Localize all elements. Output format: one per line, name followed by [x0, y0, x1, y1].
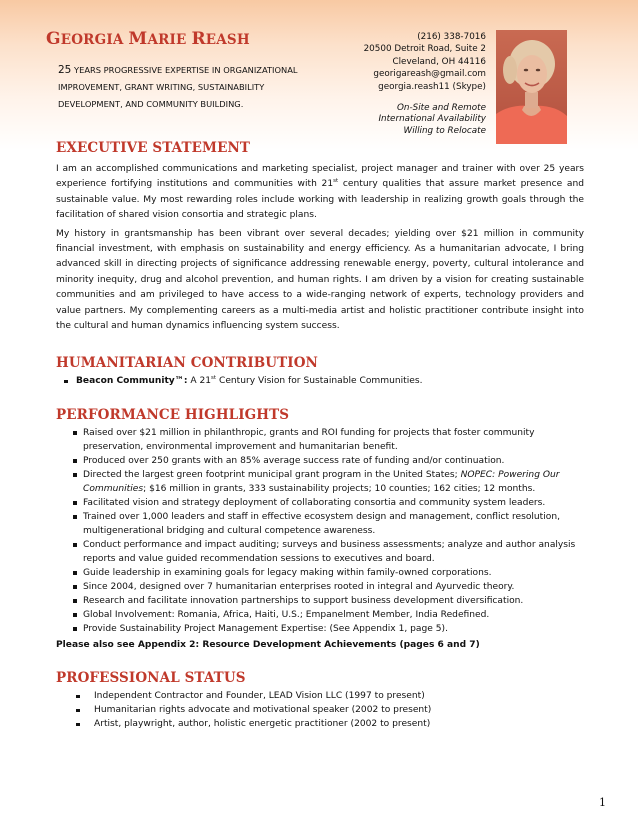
list-item: Since 2004, designed over 7 humanitarian enterprises rooted in integral and Ayurvedic theory.	[56, 580, 584, 594]
tagline-years: 25	[58, 64, 72, 76]
name-initial: G	[46, 29, 61, 49]
contact-block	[364, 31, 486, 93]
executive-text: I am an accomplished communications and marketing specialist, project manager and trainer with over 25 years experience fortifying institutions and communities with 21	[56, 164, 584, 190]
list-item-text: Directed the largest green footprint municipal grant program in the United States;	[83, 470, 461, 481]
section-title-professional: PROFESSIONAL STATUS	[56, 670, 246, 687]
address-city: Cleveland, OH 44116	[392, 56, 486, 67]
name-initial: R	[191, 29, 206, 49]
name-rest: EASH	[205, 32, 250, 48]
list-item-text: ; $16 million in grants, 333 sustainability projects; 10 counties; 162 cities; 12 months.	[143, 484, 536, 495]
list-item: Trained over 1,000 leaders and staff in effective ecosystem design and management, conflict resolution, multigenerational bridging and cultural competence awareness.	[56, 510, 584, 538]
list-item: Guide leadership in examining goals for legacy making within family-owned corporations.	[56, 566, 584, 580]
page-number: 1	[599, 796, 606, 809]
appendix-note: Please also see Appendix 2: Resource Development Achievements (pages 6 and 7)	[56, 640, 480, 651]
list-item: Provide Sustainability Project Management Expertise: (See Appendix 1, page 5).	[56, 622, 584, 636]
availability-line: International Availability	[378, 114, 486, 125]
ordinal-suffix: st	[211, 375, 217, 382]
executive-paragraph	[56, 162, 584, 224]
name-initial: M	[128, 29, 148, 49]
tagline-text: YEARS PROGRESSIVE EXPERTISE IN ORGANIZATIONAL IMPROVEMENT, GRANT WRITING, SUSTAINABILITY DEVELOPMENT, AND COMMUNITY BUILDING.	[58, 65, 298, 109]
name-rest: EORGIA	[60, 32, 129, 48]
list-item: Artist, playwright, author, holistic energetic practitioner (2002 to present)	[56, 717, 584, 731]
resume-body	[56, 140, 584, 731]
list-item: Humanitarian rights advocate and motivational speaker (2002 to present)	[56, 703, 584, 717]
email-link[interactable]: georigareash@gmail.com	[373, 69, 486, 80]
list-item: Independent Contractor and Founder, LEAD Vision LLC (1997 to present)	[56, 689, 584, 703]
humanitarian-list	[56, 374, 584, 388]
portrait-image	[496, 30, 567, 144]
executive-paragraph: My history in grantsmanship has been vibrant over several decades; yielding over $21 million in community financial investment, with emphasis on sustainability and energy efficiency. As a humanitarian advocate, I bring advanced skill in directing projects of significance addressing renewable energy, poverty, cultural intolerance and minority inequity, drug and alcohol prevention, and human rights. I am driven by a vision for creating sustainable communities and am privileged to have access to a wide-ranging network of experts, technology providers and value partners. My complementing careers as a multi-media artist and holistic practitioner contribute insight into the cultural and human dynamics influencing system success.	[56, 228, 584, 332]
list-item	[56, 468, 584, 496]
profile-photo	[496, 30, 567, 144]
professional-list	[56, 689, 584, 731]
phone: (216) 338-7016	[417, 32, 486, 42]
list-item	[56, 374, 584, 388]
list-item: Raised over $21 million in philanthropic, grants and ROI funding for projects that foster community preservation, environmental improvement and humanitarian benefit.	[56, 426, 584, 454]
section-title-humanitarian: HUMANITARIAN CONTRIBUTION	[56, 355, 318, 372]
ordinal-suffix: st	[333, 178, 339, 185]
list-item: Facilitated vision and strategy deployment of collaborating consortia and community system leaders.	[56, 496, 584, 510]
performance-list	[56, 426, 584, 636]
list-item-text: Century Vision for Sustainable Communities.	[216, 376, 423, 387]
list-item: Research and facilitate innovation partnerships to support business development diversification.	[56, 594, 584, 608]
name-rest: ARIE	[147, 32, 192, 48]
beacon-community-label: Beacon Community™:	[76, 376, 188, 387]
section-title-executive: EXECUTIVE STATEMENT	[56, 140, 251, 156]
availability-line: Willing to Relocate	[403, 125, 486, 136]
list-item: Conduct performance and impact auditing; surveys and business assessments; analyze and author analysis reports and value guided recommendation sessions to executives and board.	[56, 538, 584, 566]
list-item: Global Involvement: Romania, Africa, Haiti, U.S.; Empanelment Member, India Redefined.	[56, 608, 584, 622]
address-street: 20500 Detroit Road, Suite 2	[363, 44, 486, 55]
list-item-text: A 21	[187, 376, 212, 387]
executive-text: century qualities that assure market presence and sustainable value. My most rewarding roles include working with leadership in realizing growth goals through the facilitation of shared vision consortia and strategic plans.	[56, 179, 584, 221]
candidate-name	[46, 29, 250, 49]
availability-block	[378, 103, 486, 137]
skype-id: georgia.reash11 (Skype)	[378, 81, 486, 92]
program-name: NOPEC: Powering Our Communities	[83, 470, 560, 495]
list-item: Produced over 250 grants with an 85% average success rate of funding and/or continuation.	[56, 454, 584, 468]
tagline	[58, 62, 328, 113]
section-title-performance: PERFORMANCE HIGHLIGHTS	[56, 407, 290, 424]
availability-line: On-Site and Remote	[396, 103, 486, 113]
